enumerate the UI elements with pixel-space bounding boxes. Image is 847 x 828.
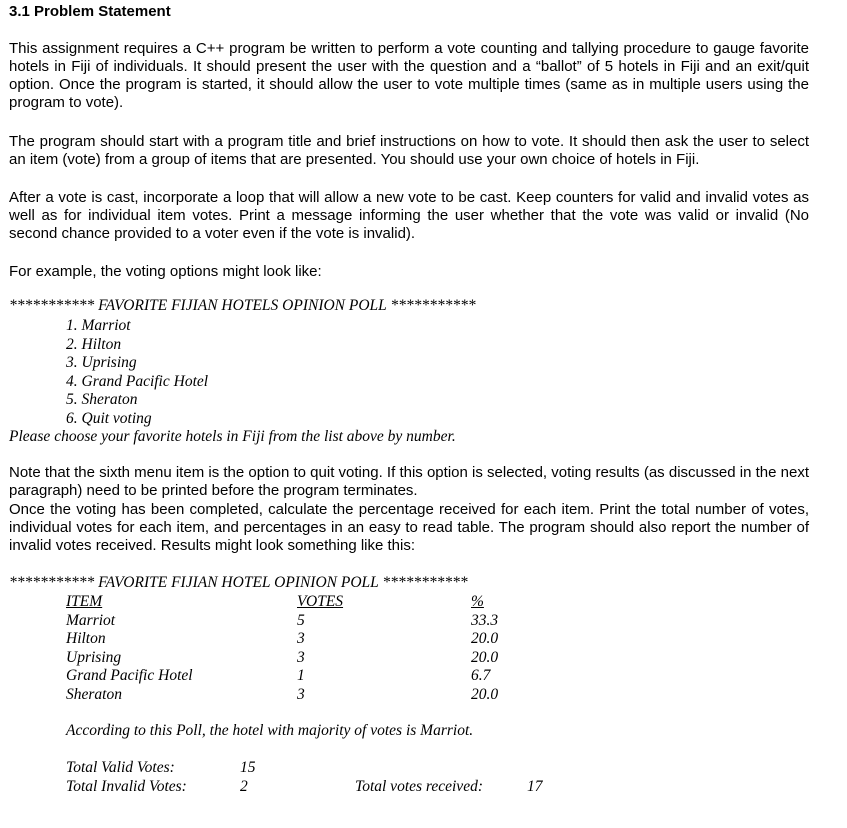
note-paragraph: Note that the sixth menu item is the option to quit voting. If this option is selected, voting results (as discussed in the next paragraph) need to be printed before the program terminates.: [9, 464, 809, 499]
menu-option: 1. Marriot: [66, 317, 131, 334]
row-percent: 33.3: [471, 611, 499, 629]
table-row: [0, 630, 847, 649]
row-votes: 3: [297, 648, 305, 666]
column-header-percent: %: [471, 593, 484, 610]
results-intro-paragraph: Once the voting has been completed, calculate the percentage received for each item. Print the total number of votes, individual votes for each item, and percentages in an easy to read table. The program should also report the number of invalid votes received. Results might look something like this:: [9, 501, 809, 554]
row-votes: 5: [297, 611, 305, 629]
table-row: [0, 649, 847, 668]
row-item: Uprising: [66, 648, 122, 666]
menu-option: 2. Hilton: [66, 335, 122, 353]
menu-example-header: *********** FAVORITE FIJIAN HOTELS OPINION POLL ***********: [9, 297, 476, 314]
total-valid-label: Total Valid Votes:: [66, 759, 175, 776]
row-percent: 20.0: [471, 685, 499, 703]
row-item: Marriot: [66, 611, 116, 629]
example-intro-paragraph: For example, the voting options might look like:: [9, 263, 322, 280]
column-header-votes: VOTES: [297, 593, 344, 610]
row-percent: 6.7: [471, 667, 491, 684]
menu-option: 4. Grand Pacific Hotel: [66, 372, 209, 390]
row-votes: 1: [297, 667, 305, 684]
row-percent: 20.0: [471, 648, 499, 666]
total-received-label: Total votes received:: [355, 778, 483, 795]
column-header-item: ITEM: [66, 593, 103, 610]
menu-option: 5. Sheraton: [66, 391, 138, 408]
intro-paragraph: This assignment requires a C++ program be written to perform a vote counting and tallying procedure to gauge favorite hotels in Fiji of individuals. It should present the user with the question and a “ballot” of 5 hotels in Fiji and an exit/quit option. Once the program is started, it should allow the user to vote multiple times (same as in multiple users using the program to vote).: [9, 40, 809, 111]
total-valid-value: 15: [240, 759, 256, 776]
menu-option: 6. Quit voting: [66, 409, 152, 427]
menu-option: 3. Uprising: [66, 354, 137, 371]
total-invalid-label: Total Invalid Votes:: [66, 778, 187, 795]
results-table: [0, 593, 847, 704]
table-row: [0, 667, 847, 686]
results-table-header: [0, 593, 847, 612]
row-item: Sheraton: [66, 685, 122, 703]
row-item: Grand Pacific Hotel: [66, 667, 193, 684]
instructions-paragraph: The program should start with a program title and brief instructions on how to vote. It should then ask the user to select an item (vote) from a group of items that are presented. You should use your own choice of hotels in Fiji.: [9, 133, 809, 168]
total-invalid-value: 2: [240, 778, 248, 795]
menu-example-options: [66, 317, 208, 428]
results-example-header: *********** FAVORITE FIJIAN HOTEL OPINION POLL ***********: [9, 574, 468, 591]
total-received-value: 17: [527, 778, 543, 795]
loop-paragraph: After a vote is cast, incorporate a loop that will allow a new vote to be cast. Keep counters for valid and invalid votes as well as for individual item votes. Print a message informing the user whether that the vote was valid or invalid (No second chance provided to a voter even if the vote is invalid).: [9, 189, 809, 242]
section-title: 3.1 Problem Statement: [9, 3, 171, 20]
table-row: [0, 686, 847, 705]
row-votes: 3: [297, 630, 305, 647]
row-votes: 3: [297, 685, 305, 703]
menu-example-prompt: Please choose your favorite hotels in Fiji from the list above by number.: [9, 428, 456, 445]
row-percent: 20.0: [471, 630, 499, 647]
row-item: Hilton: [66, 630, 106, 647]
table-row: [0, 612, 847, 631]
majority-text: According to this Poll, the hotel with majority of votes is Marriot.: [66, 722, 474, 739]
